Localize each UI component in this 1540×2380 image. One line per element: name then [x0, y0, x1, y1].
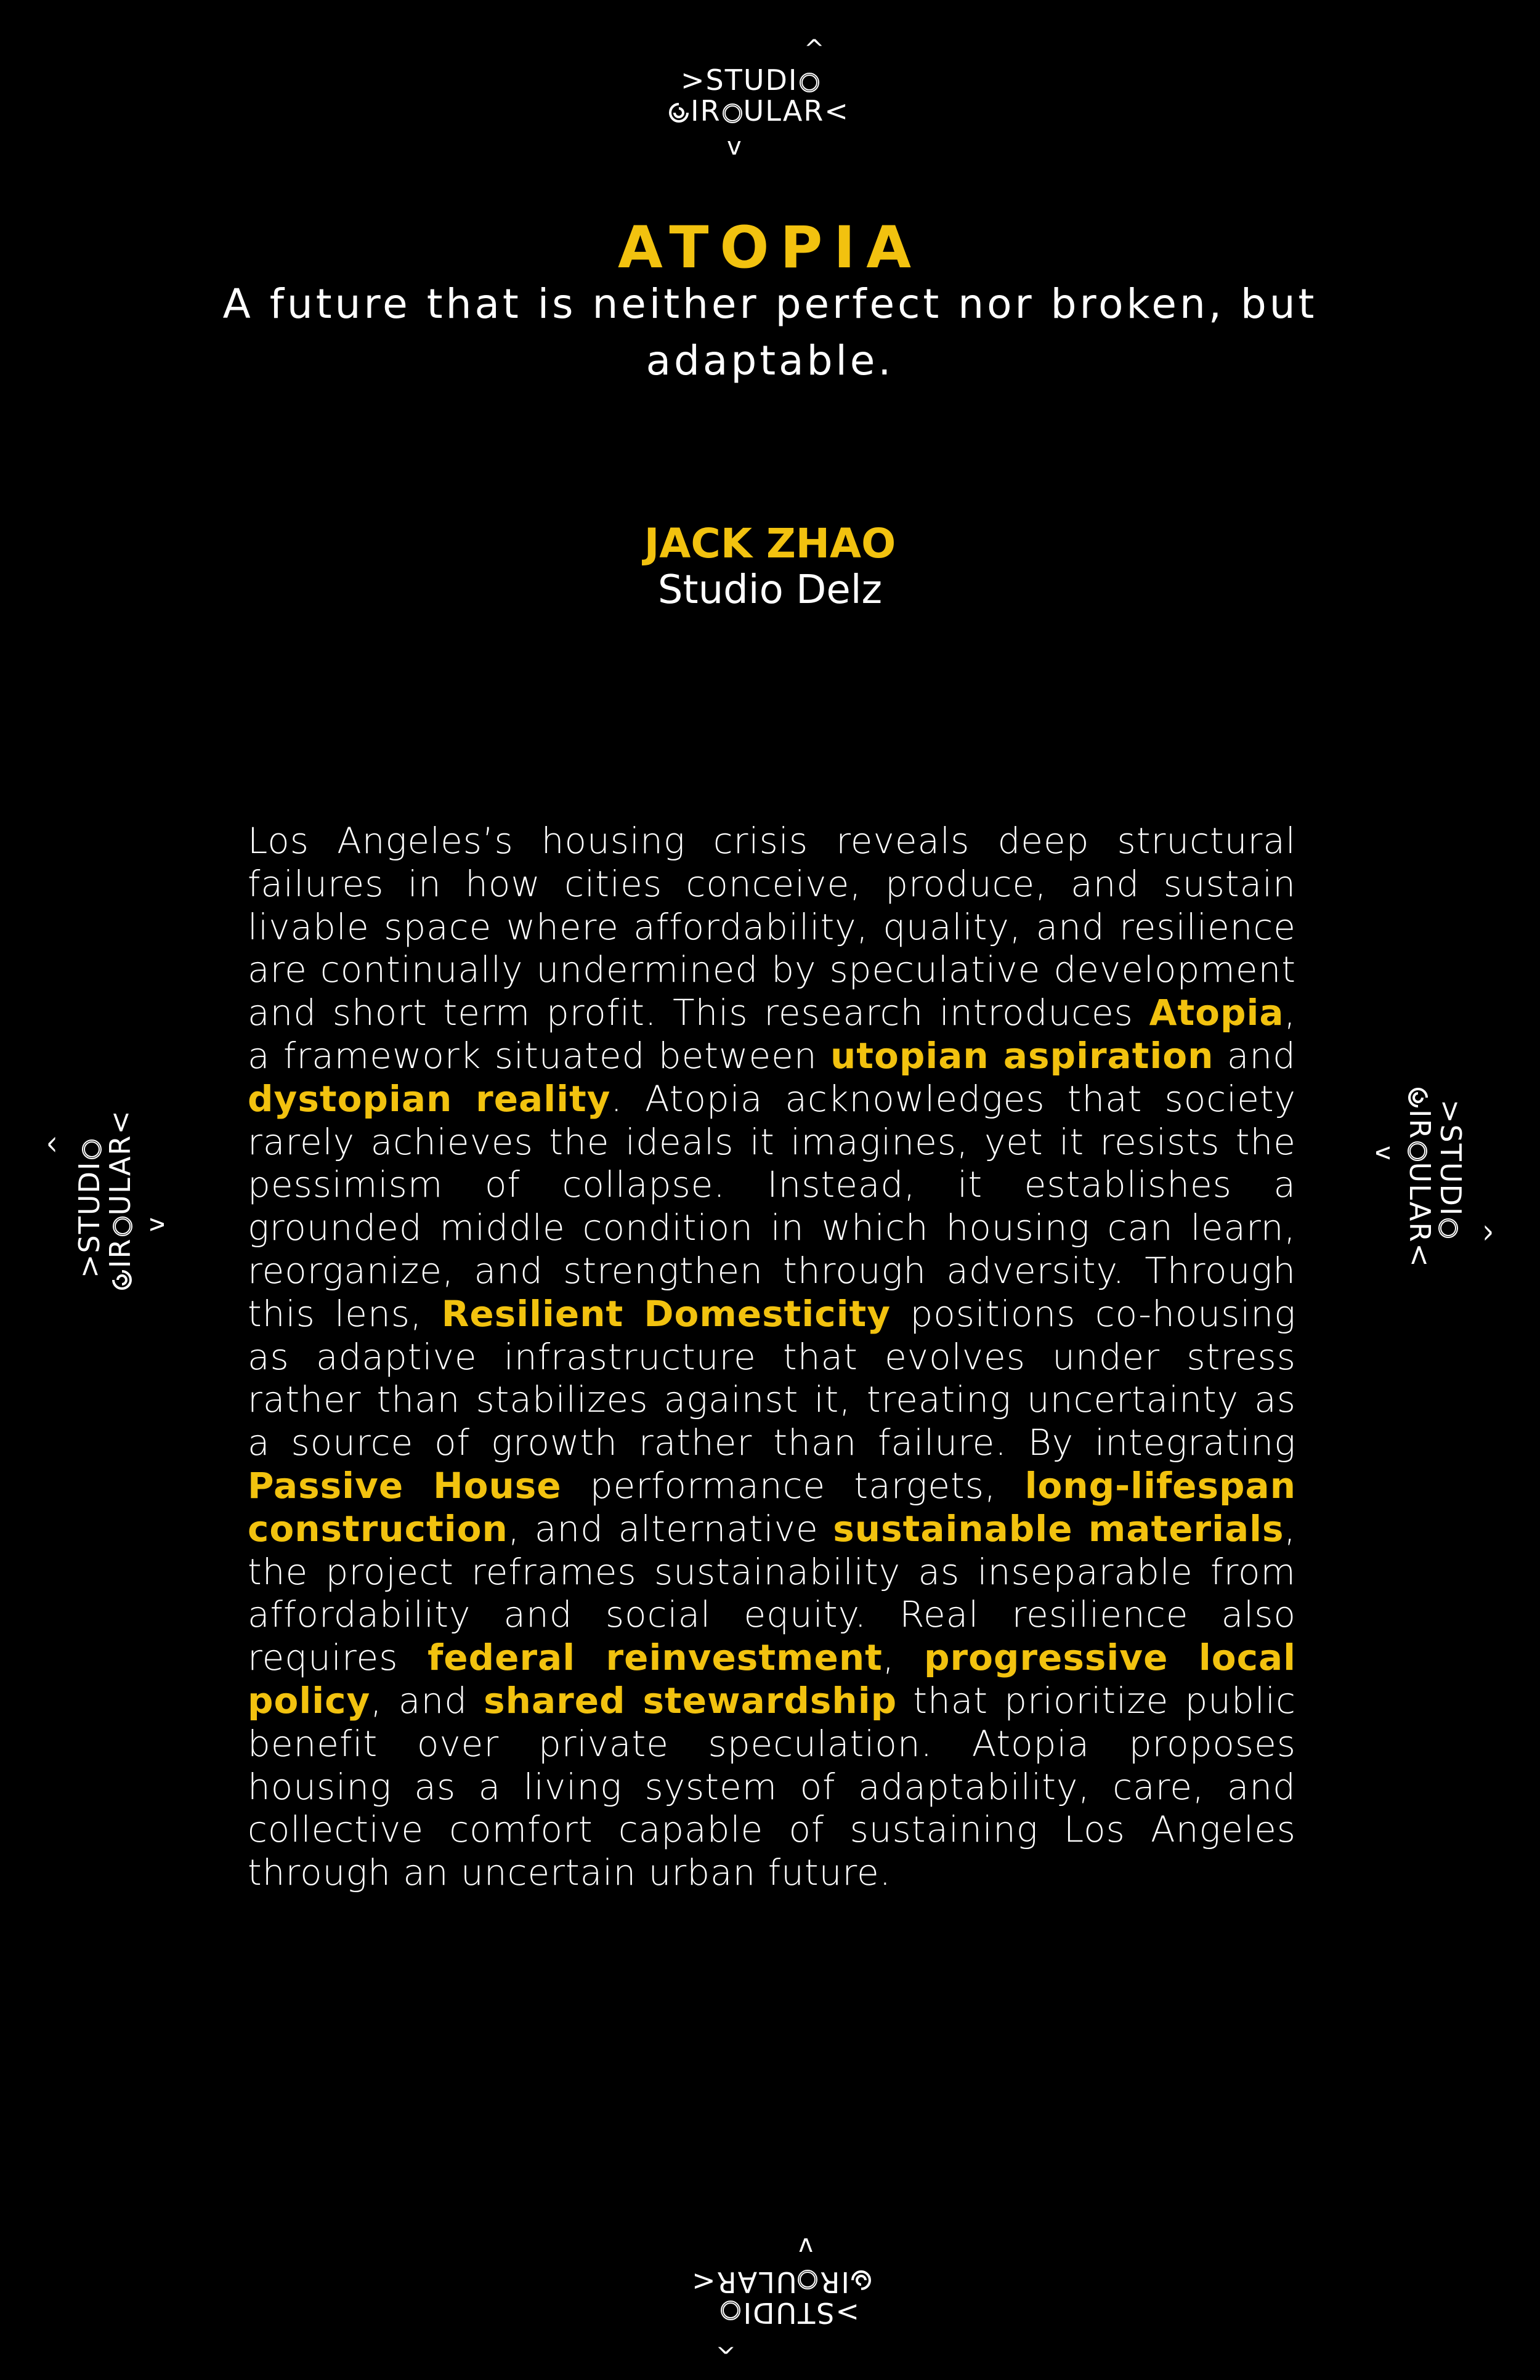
caret-down-icon: v — [142, 1217, 170, 1232]
keyword-highlight: progressive local policy — [248, 1637, 1296, 1722]
keyword-highlight: Atopia — [1149, 992, 1284, 1034]
abstract-text: that prioritize public benefit over private speculation. Atopia proposes housing as a living system of adaptability, care, and collective comfort capable of sustaining Los Angeles through an uncertain urban future. — [248, 1679, 1296, 1894]
ring-icon — [82, 1139, 102, 1159]
caret-down-icon: v — [1370, 1146, 1398, 1160]
author-name: JACK ZHAO — [644, 520, 896, 567]
keyword-highlight: utopian aspiration — [830, 1034, 1214, 1077]
page-subtitle: A future that is neither perfect nor broken, but adaptable. — [222, 280, 1318, 384]
studio-circular-logo-bottom — [668, 2227, 872, 2358]
caret-up-icon: ^ — [1467, 1223, 1496, 1244]
studio-circular-logo-left — [44, 1087, 176, 1290]
abstract-text: Los Angeles’s housing crisis reveals deep structural failures in how cities conceive, produce, and sustain livable space where affordability, quality, and resilience are continually undermined by speculative development and short term profit. This research introduces — [248, 820, 1296, 1034]
logo-line-2: IRULAR< — [1404, 1087, 1435, 1268]
abstract-text: , and — [370, 1679, 484, 1722]
keyword-highlight: Passive House — [248, 1464, 562, 1507]
keyword-highlight: long-lifespan construction — [248, 1464, 1296, 1550]
ring-icon — [723, 103, 742, 123]
spiral-icon — [851, 2270, 872, 2291]
abstract-text: , — [882, 1637, 924, 1679]
abstract-text: , a framework situated between — [248, 992, 1296, 1077]
ring-icon — [113, 1216, 132, 1236]
logo-line-1: >STUDI — [681, 65, 821, 95]
spiral-icon — [668, 102, 689, 123]
caret-up-icon: ^ — [804, 35, 825, 63]
abstract-text: , the project reframes sustainability as inseparable from affordability and social equity. Real resilience also requires — [248, 1507, 1296, 1679]
logo-line-2: IRULAR< — [105, 1109, 136, 1290]
ring-icon — [798, 2270, 817, 2289]
keyword-highlight: Resilient Domesticity — [441, 1292, 891, 1335]
caret-down-icon: v — [727, 132, 742, 161]
abstract-text: and — [1214, 1034, 1296, 1077]
caret-up-icon: ^ — [715, 2329, 736, 2358]
keyword-highlight: dystopian reality — [248, 1077, 611, 1120]
keyword-highlight: federal reinvestment — [428, 1637, 883, 1679]
studio-circular-logo-top — [668, 35, 872, 166]
page-title: ATOPIA — [617, 214, 923, 281]
ring-icon — [1438, 1218, 1458, 1238]
caret-down-icon: v — [798, 2232, 813, 2261]
keyword-highlight: sustainable materials — [833, 1507, 1284, 1550]
ring-icon — [721, 2301, 740, 2320]
spiral-icon — [111, 1269, 132, 1290]
studio-circular-logo-right — [1364, 1087, 1496, 1290]
spiral-icon — [1408, 1087, 1429, 1108]
keyword-highlight: shared stewardship — [484, 1679, 898, 1722]
abstract-text: , and alternative — [508, 1507, 833, 1550]
ring-icon — [1408, 1141, 1427, 1161]
ring-icon — [800, 73, 819, 92]
abstract-paragraph — [248, 820, 1296, 1895]
caret-up-icon: ^ — [44, 1134, 73, 1155]
logo-line-1: >STUDI — [74, 1138, 105, 1278]
abstract-text: positions co-housing as adaptive infrastructure that evolves under stress rather than stabilizes against it, treating uncertainty as a source of growth rather than failure. By integrating — [248, 1292, 1296, 1464]
studio-name: Studio Delz — [657, 567, 883, 613]
logo-line-1: >STUDI — [1435, 1099, 1466, 1239]
logo-line-1: >STUDI — [719, 2297, 859, 2328]
abstract-text: . Atopia acknowledges that society rarely achieves the ideals it imagines, yet it resists the pessimism of collapse. Instead, it establishes a grounded middle condition in which housing can learn, reorganize, and strengthen through adversity. Through this lens, — [248, 1077, 1296, 1335]
abstract-text: performance targets, — [561, 1464, 1025, 1507]
logo-line-2: IR ULAR< — [668, 95, 849, 126]
logo-line-2: IRULAR< — [691, 2267, 872, 2297]
